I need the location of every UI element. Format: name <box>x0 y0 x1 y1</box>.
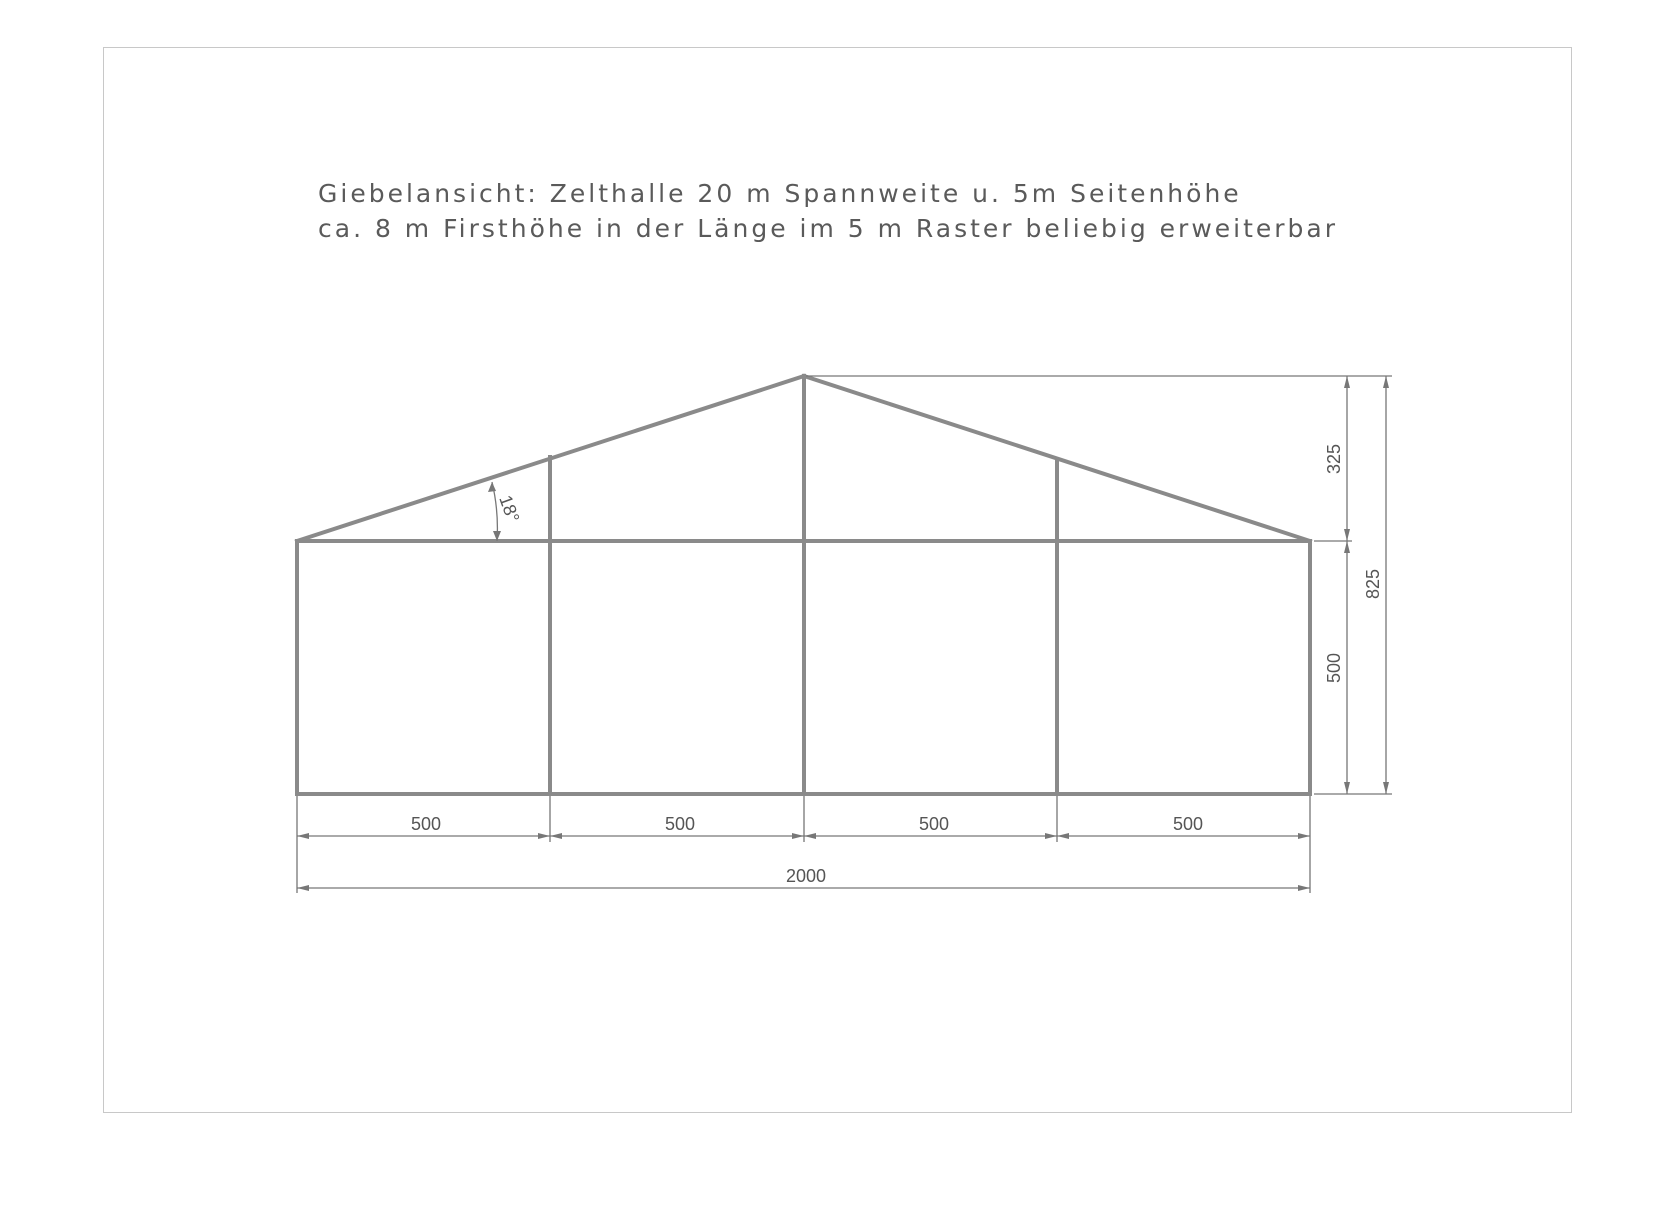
roof-angle-label: 18° <box>495 492 524 525</box>
dim-bay-1: 500 <box>410 814 442 834</box>
dim-bay-4: 500 <box>1172 814 1204 834</box>
dim-side-height: 500 <box>1324 652 1344 684</box>
dim-bay-2: 500 <box>664 814 696 834</box>
vertical-dimensions <box>806 376 1392 794</box>
roof-angle-annotation <box>488 482 523 541</box>
tent-structure <box>297 376 1310 794</box>
horizontal-dimensions <box>297 796 1310 893</box>
dim-total-span: 2000 <box>785 866 827 886</box>
dim-roof-rise: 325 <box>1324 443 1344 475</box>
title-line-2: ca. 8 m Firsthöhe in der Länge im 5 m Raster beliebig erweiterbar <box>318 214 1339 243</box>
dim-ridge-height: 825 <box>1363 568 1383 600</box>
angle-arrow-top <box>488 482 496 492</box>
title-line-1: Giebelansicht: Zelthalle 20 m Spannweite u. 5m Seitenhöhe <box>318 179 1242 208</box>
dim-bay-3: 500 <box>918 814 950 834</box>
